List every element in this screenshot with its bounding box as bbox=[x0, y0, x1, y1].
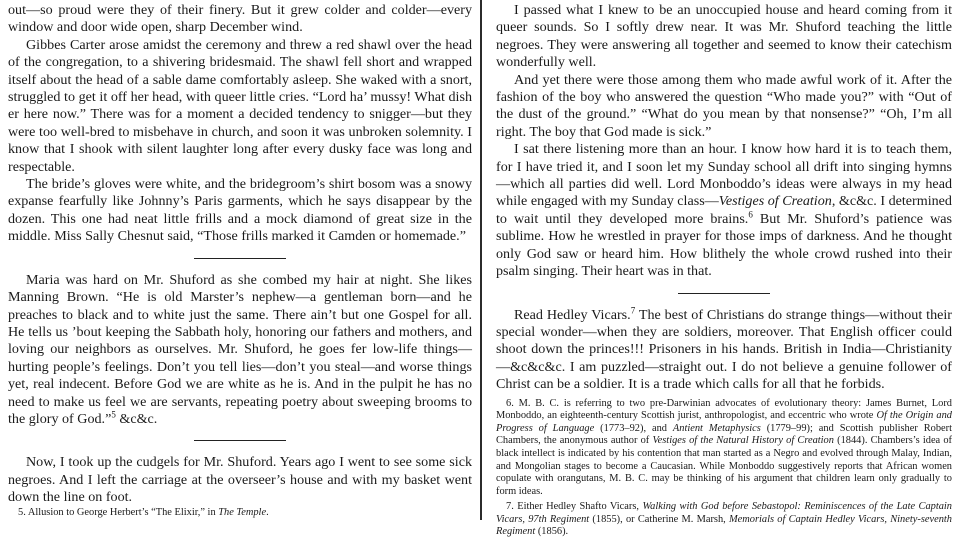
left-paragraph-1: out—so proud were they of their finery. But it grew colder and colder—every window and door wide open, sharp December wind. bbox=[8, 2, 472, 36]
section-divider bbox=[678, 293, 770, 294]
left-paragraph-5: Now, I took up the cudgels for Mr. Shuford. Years ago I went to see some sick negroes. And I left the carriage at the overseer’s house and with my basket went down the line on foot. bbox=[8, 454, 472, 506]
footnote-6 bbox=[496, 398, 952, 499]
footnotes bbox=[496, 398, 952, 539]
footnote-ref-5: 5 bbox=[111, 409, 116, 420]
left-paragraph-4-text: Maria was hard on Mr. Shuford as she combed my hair at night. She likes Manning Brown. “He is old Marster’s nephew—a gentleman born—and he preaches to black and to white just the same. There ain’t but one Gospel for all. He tells us ’bout keeping the Sabbath holy, honoring our fathers and mothers, and loving our neighbors as ourselves. Mr. Shuford, he goes fer low-life things—hurting people’s feelings. Don’t you tell lies—don’t you steal—and worse things yet, real indecent. Before God we are white as he is. And in the pulpit he has no need to make us feel we are servants, repeating poetry about sweeping brooms to the glory of God.” bbox=[8, 271, 472, 427]
right-paragraph-3 bbox=[496, 141, 952, 280]
left-paragraph-4-tail: &c&c. bbox=[115, 410, 158, 427]
footnote-5-text: 5. Allusion to George Herbert’s “The Elixir,” in bbox=[18, 506, 219, 518]
footnote-7-text-c: (1856). bbox=[535, 526, 569, 538]
footnote-6-text-a: 6. M. B. C. is referring to two pre-Darwinian advocates of evolutionary theory: James Burnet, Lord Monboddo, an eighteenth-century Scottish jurist, anthropologist, and eccentric who wrote bbox=[496, 397, 952, 422]
column-divider bbox=[480, 0, 482, 520]
footnote-6-title-1: Of the Origin and Progress of Language bbox=[496, 410, 952, 434]
footnote-7-title-1: Walking with God before Sebastopol: Reminiscences of the Late Captain Vicars, 97th Regiment bbox=[496, 501, 952, 525]
right-paragraph-3-text-a: I sat there listening more than an hour. I know how hard it is to teach them, for I have tried it, and I soon let my Sunday school all drift into singing hymns—which all parties did well. Lord Monboddo’s ideas were always in my head while engaged with my Sunday class— bbox=[496, 141, 952, 210]
footnote-6-title-2: Antient Metaphysics bbox=[672, 422, 761, 434]
footnote-5-end: . bbox=[266, 506, 269, 518]
left-paragraph-3: The bride’s gloves were white, and the bridegroom’s shirt bosom was a snowy expanse fearfully like Johnny’s Paris garments, which he says disappear by the dozen. This one had neat little frills and a mock diamond of great size in the middle. Miss Sally Chesnut said, “Those frills marked it Camden or homemade.” bbox=[8, 176, 472, 245]
right-paragraph-4 bbox=[496, 304, 952, 394]
left-column bbox=[0, 0, 478, 520]
right-paragraph-3-text-c: But Mr. Shuford’s patience was sublime. How he wrestled in prayer for those imps of darkness. And he thought only God saw or heard him. How blithely the whole crowd rushed into their psalm singing. Their heart was in that. bbox=[496, 210, 952, 280]
section-divider bbox=[194, 258, 286, 259]
footnote-6-title-3: Vestiges of the Natural History of Creation bbox=[652, 435, 834, 447]
right-paragraph-1: I passed what I knew to be an unoccupied house and heard coming from it queer sounds. So I softly drew near. It was Mr. Shuford teaching the little negroes. They were answering all together and seemed to know their catechism wonderfully well. bbox=[496, 2, 952, 71]
footnote-6-text-c: (1779–99); and Scottish publisher Robert Chambers, the anonymous author of bbox=[496, 422, 953, 447]
footnote-ref-6: 6 bbox=[748, 209, 753, 220]
left-paragraph-2: Gibbes Carter arose amidst the ceremony and threw a red shawl over the head of the congregation, to a shivering bridesmaid. The shawl fell short and wrapped itself about the head of a sable dame comfortably asleep. She waked with a snort, struggled to get it off her head, with queer little cries. “Lord ha’ mussy! What dish er here now.” There was for a moment a decided tendency to snigger—but they were too well-bred to misbehave in church, and soon it was unbroken solemnity. I know that I shook with silent laughter long after every dusky face was long and respectable. bbox=[8, 36, 472, 175]
footnote-5-title: The Temple bbox=[218, 506, 267, 518]
footnote-5 bbox=[8, 507, 472, 520]
footnote-6-text-b: (1773–92), and bbox=[594, 422, 673, 434]
left-paragraph-4 bbox=[8, 272, 472, 429]
right-paragraph-4-text-a: Read Hedley Vicars. bbox=[514, 306, 631, 323]
footnote-7-text-b: (1855), or Catherine M. Marsh, bbox=[589, 513, 730, 525]
footnote-ref-7: 7 bbox=[630, 304, 636, 315]
footnote-7 bbox=[496, 501, 952, 539]
footnote-7-title-2: Memorials of Captain Hedley Vicars, Ninety-seventh Regiment bbox=[496, 513, 952, 538]
right-paragraph-3-text-b: , &c&c. I determined to wait until they developed more brains. bbox=[496, 193, 952, 227]
right-paragraph-4-text-b: The best of Christians do strange things—without their special wonder—when they are soldiers, moreover. That English officer could shoot down the princes!!! Prisoners in his hands. British in India—Christianity—&c&c&c. I am puzzled—straight out. I do not believe a genuine follower of Christ can be a soldier. It is a trade which calls for all that he forbids. bbox=[496, 306, 952, 393]
right-paragraph-2: And yet there were those among them who made awful work of it. After the fashion of the boy who answered the question “Who made you?” with “Out of the dust of the ground.” “What do you mean by that nonsense?” “Oh, I’m all right. The boy that God made is sick.” bbox=[496, 71, 952, 140]
right-column bbox=[486, 0, 960, 538]
vestiges-title: Vestiges of Creation bbox=[718, 193, 832, 210]
section-divider bbox=[194, 440, 286, 441]
footnote-6-text-d: (1844). Chambers’s idea of black intellect is indicated by his contention that man started as a Negro and evolved through Malay, Indian, and Mongolian stages to become a Caucasian. While Monboddo suggestively reports that African women copulate with orangutans, M. B. C. may be thinking of his argument that children learn only gradually to form ideas. bbox=[496, 435, 953, 497]
footnote-7-text-a: 7. Either Hedley Shafto Vicars, bbox=[506, 501, 643, 513]
